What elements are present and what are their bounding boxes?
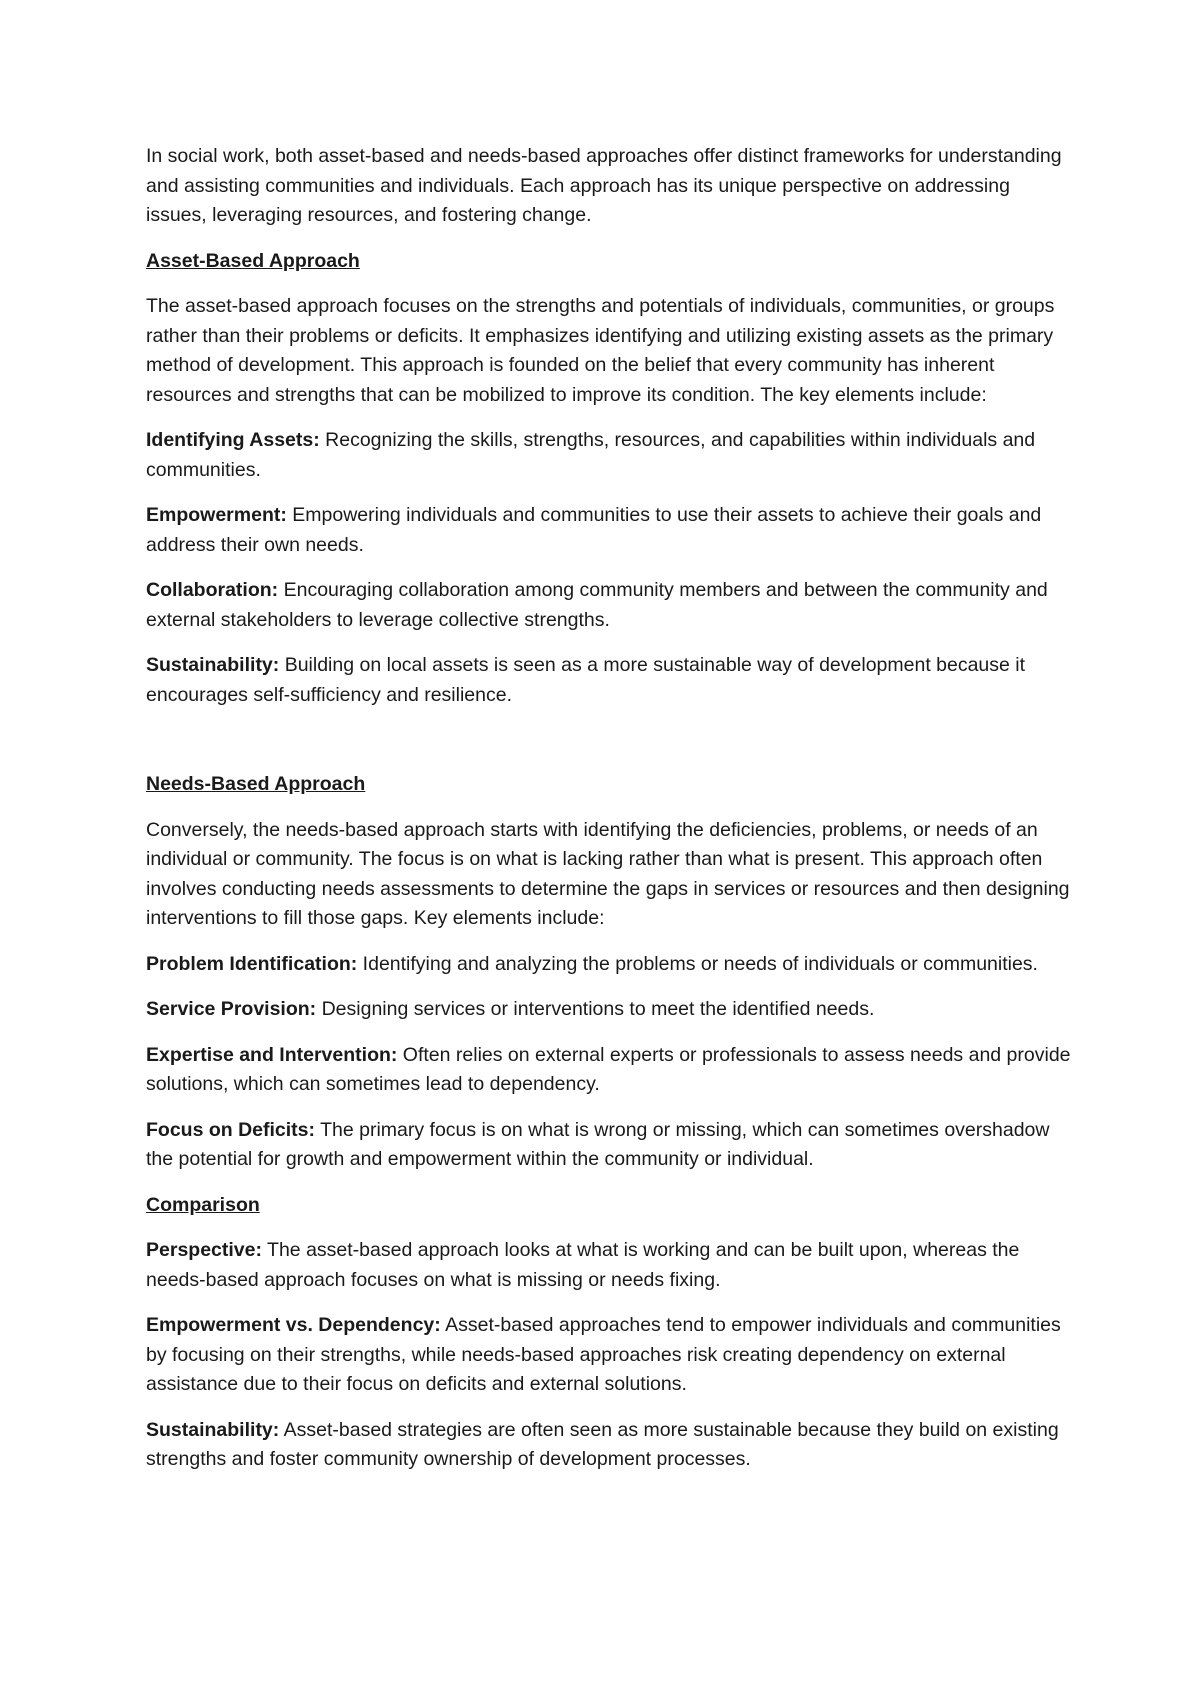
- comparison-item-text: The asset-based approach looks at what is working and can be built upon, whereas the needs-based approach focuses on what is missing or needs fixing.: [146, 1239, 1020, 1291]
- asset-item-text: Empowering individuals and communities to use their assets to achieve their goals and address their own needs.: [146, 504, 1042, 556]
- asset-item-text: Building on local assets is seen as a more sustainable way of development because it encourages self-sufficiency and resilience.: [146, 654, 1026, 706]
- needs-based-body: Conversely, the needs-based approach starts with identifying the deficiencies, problems, or needs of an individual or community. The focus is on what is lacking rather than what is present. This approach often involves conducting needs assessments to determine the gaps in services or resources and then designing interventions to fill those gaps. Key elements include:: [146, 818, 1070, 929]
- needs-item-text: Identifying and analyzing the problems or needs of individuals or communities.: [357, 952, 1038, 975]
- asset-based-heading: Asset-Based Approach: [146, 249, 360, 272]
- asset-item-term: Empowerment:: [146, 504, 287, 526]
- comparison-item-empowerment-dependency: [146, 1311, 1076, 1400]
- needs-item-focus-on-deficits: [146, 1116, 1076, 1175]
- needs-item-term: Expertise and Intervention:: [146, 1043, 398, 1066]
- asset-item-term: Collaboration:: [146, 579, 279, 601]
- comparison-item-sustainability: [146, 1416, 1076, 1475]
- asset-item-text: Encouraging collaboration among community members and between the community and external stakeholders to leverage collective strengths.: [146, 579, 1048, 631]
- asset-item-term: Identifying Assets:: [146, 429, 320, 451]
- needs-item-expertise-intervention: [146, 1041, 1076, 1100]
- needs-item-text: Often relies on external experts or professionals to assess needs and provide solutions, which can sometimes lead to dependency.: [146, 1043, 1071, 1095]
- comparison-item-term: Sustainability:: [146, 1418, 280, 1441]
- comparison-item-text: Asset-based approaches tend to empower individuals and communities by focusing on their strengths, while needs-based approaches risk creating dependency on external assistance due to their focus on deficits and external solutions.: [146, 1314, 1061, 1395]
- asset-item-sustainability: [146, 651, 1076, 710]
- needs-item-term: Focus on Deficits:: [146, 1118, 316, 1141]
- needs-item-term: Service Provision:: [146, 998, 317, 1020]
- comparison-item-perspective: [146, 1236, 1076, 1295]
- comparison-item-text: Asset-based strategies are often seen as more sustainable because they build on existing strengths and foster community ownership of development processes.: [146, 1418, 1059, 1470]
- document-page: [146, 142, 1076, 1491]
- needs-item-problem-identification: [146, 950, 1076, 980]
- comparison-item-term: Perspective:: [146, 1239, 262, 1261]
- asset-item-collaboration: [146, 576, 1076, 635]
- section-spacer: [146, 726, 1076, 770]
- needs-item-text: The primary focus is on what is wrong or missing, which can sometimes overshadow the potential for growth and empowerment within the community or individual.: [146, 1118, 1050, 1170]
- asset-item-empowerment: [146, 501, 1076, 560]
- comparison-heading: Comparison: [146, 1193, 260, 1216]
- needs-item-term: Problem Identification:: [146, 952, 358, 975]
- asset-item-identifying-assets: [146, 426, 1076, 485]
- asset-based-body: The asset-based approach focuses on the strengths and potentials of individuals, communities, or groups rather than their problems or deficits. It emphasizes identifying and utilizing existing assets as the primary method of development. This approach is founded on the belief that every community has inherent resources and strengths that can be mobilized to improve its condition. The key elements include:: [146, 295, 1055, 406]
- intro-paragraph: In social work, both asset-based and needs-based approaches offer distinct frameworks for understanding and assisting communities and individuals. Each approach has its unique perspective on addressing issues, leveraging resources, and fostering change.: [146, 145, 1062, 226]
- needs-based-heading: Needs-Based Approach: [146, 773, 366, 795]
- asset-item-text: Recognizing the skills, strengths, resources, and capabilities within individuals and communities.: [146, 429, 1036, 481]
- needs-item-service-provision: [146, 995, 1076, 1025]
- needs-item-text: Designing services or interventions to meet the identified needs.: [316, 998, 875, 1020]
- asset-item-term: Sustainability:: [146, 654, 280, 676]
- comparison-item-term: Empowerment vs. Dependency:: [146, 1314, 441, 1336]
